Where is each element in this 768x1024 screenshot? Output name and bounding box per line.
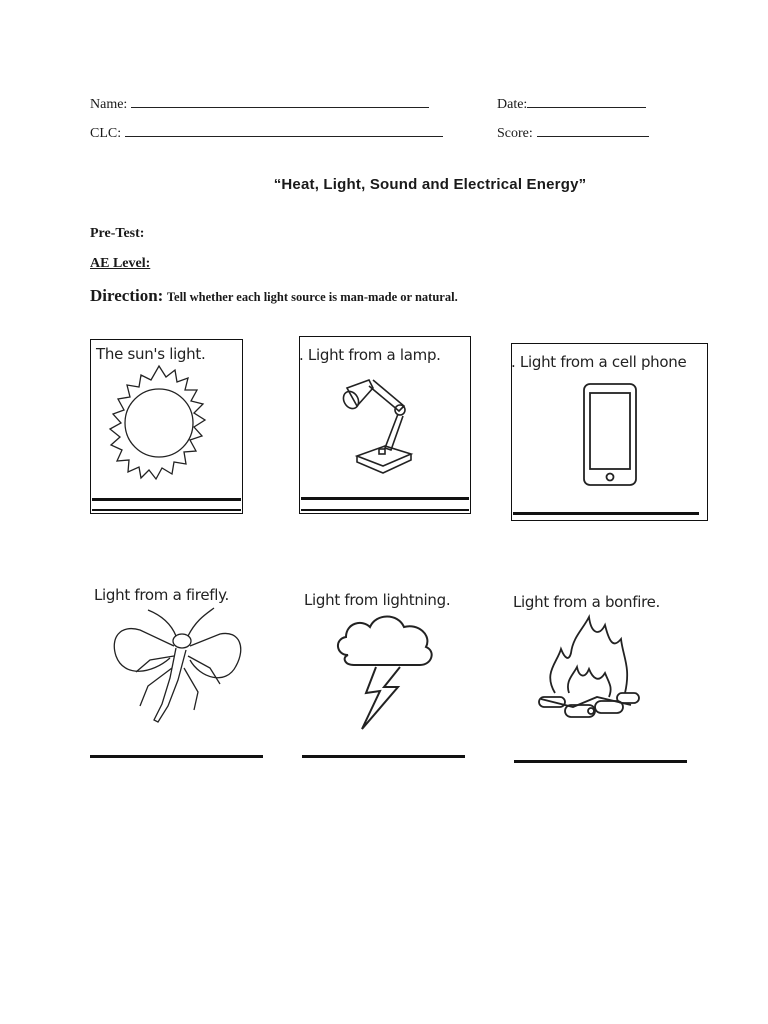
name-line[interactable]	[131, 95, 429, 108]
score-label: Score:	[497, 126, 533, 141]
bonfire-caption: Light from a bonfire.	[513, 593, 661, 611]
direction-label: Direction:	[90, 286, 164, 305]
name-label: Name:	[90, 97, 128, 112]
date-field[interactable]	[497, 95, 646, 113]
lightning-icon	[302, 591, 472, 761]
clc-line[interactable]	[125, 124, 443, 137]
firefly-caption: Light from a firefly.	[94, 586, 230, 604]
date-label: Date:	[497, 97, 528, 112]
cell-phone-caption: . Light from a cell phone	[511, 353, 687, 371]
lamp-caption: . Light from a lamp.	[299, 346, 441, 364]
lamp-answer-line[interactable]	[301, 497, 469, 500]
ae-level-label: AE Level:	[90, 256, 151, 271]
sun-caption: The sun's light.	[96, 345, 206, 363]
sun-answer-line[interactable]	[92, 498, 241, 501]
worksheet-title: “Heat, Light, Sound and Electrical Energy”	[273, 176, 587, 193]
firefly-icon	[90, 586, 270, 766]
date-line[interactable]	[527, 95, 646, 108]
lightning-answer-line[interactable]	[302, 755, 465, 758]
lamp-icon	[299, 336, 471, 514]
clc-field[interactable]	[90, 124, 443, 142]
lamp-card-bottom	[301, 509, 469, 511]
sun-icon	[90, 339, 243, 514]
clc-label: CLC:	[90, 126, 122, 141]
name-field[interactable]	[90, 95, 429, 113]
score-line[interactable]	[537, 124, 649, 137]
pretest-label: Pre-Test:	[90, 226, 145, 241]
bonfire-icon	[513, 593, 693, 763]
cell-phone-answer-line[interactable]	[513, 512, 699, 515]
cell-phone-icon	[511, 343, 708, 521]
direction	[90, 286, 458, 306]
bonfire-answer-line[interactable]	[514, 760, 687, 763]
lightning-caption: Light from lightning.	[304, 591, 451, 609]
direction-text: Tell whether each light source is man-made or natural.	[166, 290, 458, 304]
score-field[interactable]	[497, 124, 649, 142]
firefly-answer-line[interactable]	[90, 755, 263, 758]
sun-card-bottom	[92, 509, 241, 511]
